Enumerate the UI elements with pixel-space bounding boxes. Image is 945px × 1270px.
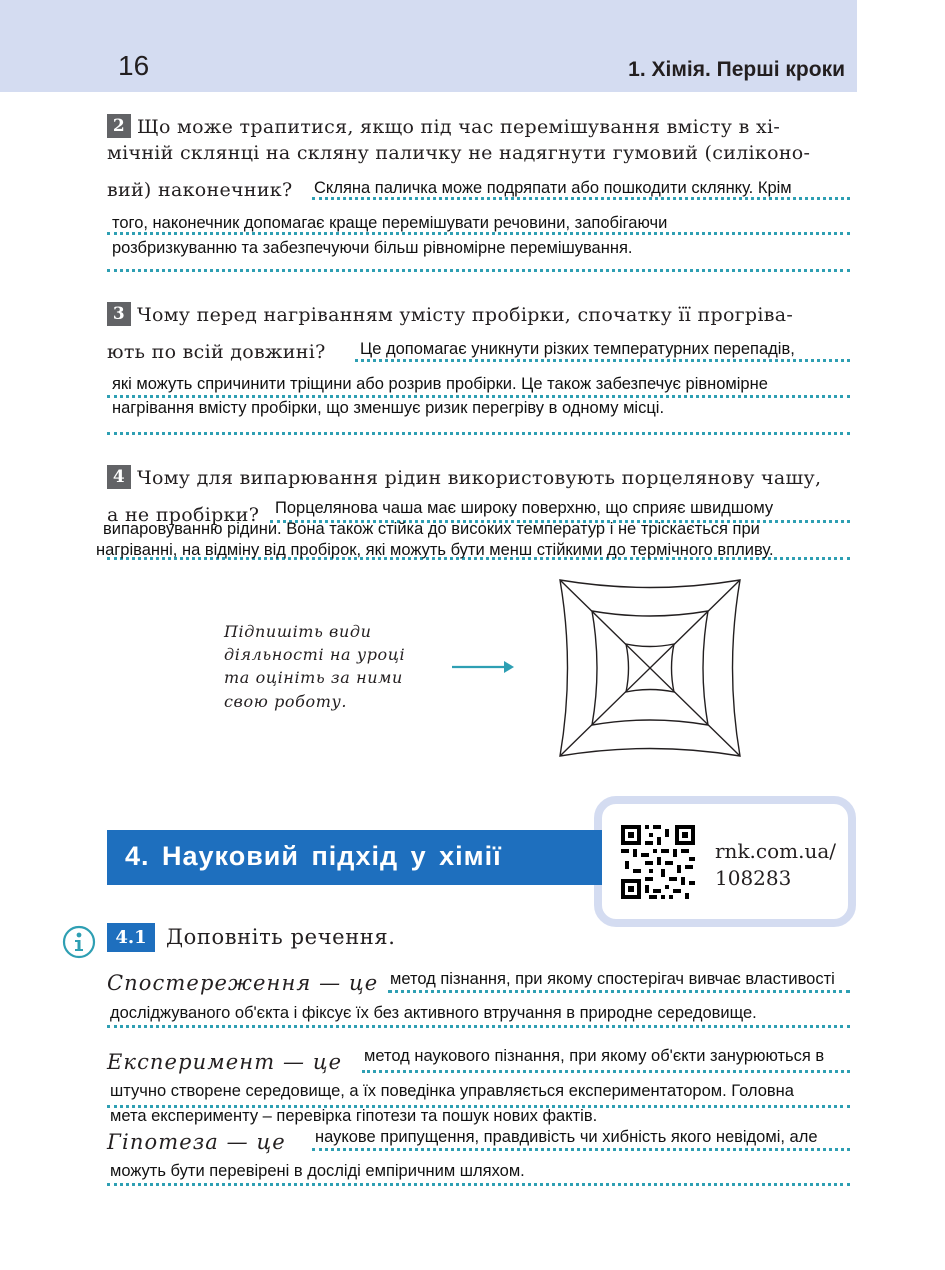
answer-text[interactable]: можуть бути перевірені в досліді емпіричним шляхом. <box>110 1162 525 1180</box>
task-text: Доповніть речення. <box>166 925 396 949</box>
definition-term: Гіпотеза — це <box>107 1130 286 1154</box>
question-2 <box>107 114 857 167</box>
answer-text[interactable]: розбризкуванню та забезпечуючи більш рівномірне перемішування. <box>112 239 633 257</box>
question-text: Що може трапитися, якщо під час перемішування вмісту в хі- <box>137 116 781 138</box>
note-line: свою роботу. <box>224 691 348 711</box>
question-text: мічній склянці на скляну паличку не надягнути гумовий (силіконо- <box>107 141 811 164</box>
question-text: Чому для випарювання рідин використовують порцелянову чашу, <box>137 467 822 489</box>
question-number: 3 <box>107 302 131 326</box>
question-text: Чому перед нагріванням умісту пробірки, спочатку її прогріва- <box>137 304 794 326</box>
answer-line <box>107 395 850 398</box>
qr-link-line: rnk.com.ua/ <box>715 839 837 863</box>
answer-text[interactable]: які можуть спричинити тріщини або розрив пробірки. Це також забезпечує рівномірне <box>112 375 768 393</box>
answer-text[interactable]: Скляна паличка може подряпати або пошкодити склянку. Крім <box>314 179 792 197</box>
answer-line <box>107 269 850 272</box>
definition-term: Експеримент — це <box>107 1050 343 1074</box>
answer-line <box>312 1148 850 1151</box>
answer-text[interactable]: нагрівання вмісту пробірки, що зменшує ризик перегріву в одному місці. <box>112 399 665 417</box>
question-number: 2 <box>107 114 131 138</box>
answer-line <box>107 1183 850 1186</box>
task-number: 4.1 <box>107 923 155 952</box>
note-line: та оцініть за ними <box>224 668 403 688</box>
answer-text[interactable]: метод наукового пізнання, при якому об'єкти занурюються в <box>364 1047 825 1065</box>
note-line: Підпишіть види <box>224 622 372 641</box>
info-icon <box>62 925 96 959</box>
answer-text[interactable]: нагріванні, на відміну від пробірок, які можуть бути менш стійкими до термічного впливу. <box>96 541 774 559</box>
question-number: 4 <box>107 465 131 489</box>
answer-line <box>107 432 850 435</box>
answer-text[interactable]: того, наконечник допомагає краще перемішувати речовини, запобігаючи <box>112 214 668 232</box>
arrow-right-icon <box>452 657 516 677</box>
answer-text[interactable]: досліджуваного об'єкта і фіксує їх без активного втручання в природне середовище. <box>110 1004 757 1022</box>
note-line: діяльності на уроці <box>224 645 406 665</box>
answer-text[interactable]: штучно створене середовище, а їх поведінка управляється експериментатором. Головна <box>110 1082 794 1100</box>
answer-text[interactable]: метод пізнання, при якому спостерігач вивчає властивості <box>390 970 835 988</box>
section-title: 4. Науковий підхід у хімії <box>125 841 502 871</box>
self-assessment-web[interactable] <box>556 577 744 759</box>
qr-link[interactable] <box>715 838 836 892</box>
question-text: ють по всій довжині? <box>107 341 326 363</box>
answer-text[interactable]: мета експерименту – перевірка гіпотези та пошук нових фактів. <box>110 1107 598 1125</box>
question-3 <box>107 302 857 329</box>
answer-line <box>107 1025 850 1028</box>
definition-term: Спостереження — це <box>107 971 379 995</box>
answer-text[interactable]: Це допомагає уникнути різких температурних перепадів, <box>360 340 795 358</box>
qr-code[interactable] <box>619 823 697 901</box>
page-number: 16 <box>118 50 150 81</box>
answer-text[interactable]: Порцелянова чаша має широку поверхню, що сприяє швидшому <box>275 499 774 517</box>
chapter-title: 1. Хімія. Перші кроки <box>628 58 845 81</box>
answer-line <box>362 1070 850 1073</box>
answer-text[interactable]: наукове припущення, правдивість чи хибність якого невідомі, але <box>315 1128 818 1146</box>
question-4 <box>107 465 857 492</box>
question-text: вий) наконечник? <box>107 179 293 201</box>
question-text: а не пробірки? <box>107 504 260 526</box>
answer-text[interactable]: випаровуванню рідини. Вона також стійка до високих температур і не тріскається при <box>103 520 760 538</box>
reflection-note <box>224 620 424 713</box>
answer-line <box>355 359 850 362</box>
answer-line <box>388 990 850 993</box>
qr-link-line: 108283 <box>715 866 792 890</box>
